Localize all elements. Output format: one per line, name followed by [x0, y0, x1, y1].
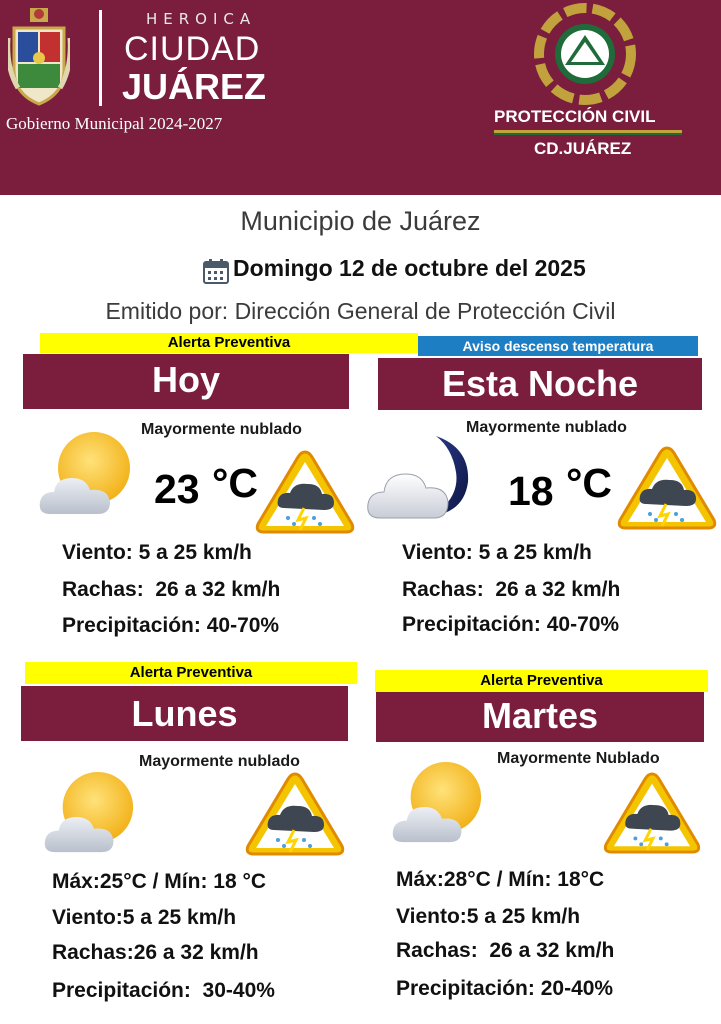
proteccion-civil-subtitle: CD.JUÁREZ	[534, 139, 632, 158]
wind-value: 5 a 25 km/h	[478, 541, 592, 564]
wind-row-martes	[396, 905, 580, 929]
storm-warning-icon	[616, 444, 718, 532]
sky-condition-martes: Mayormente Nublado	[497, 750, 660, 767]
proteccion-civil-logo-icon	[532, 2, 638, 106]
heroica-text: HEROICA	[146, 10, 257, 28]
precip-row-hoy	[62, 614, 279, 638]
gusts-value: 26 a 32 km/h	[155, 578, 281, 601]
partly-cloudy-sun-icon	[40, 770, 144, 860]
ciudad-text: CIUDAD	[124, 30, 261, 68]
precip-label: Precipitación:	[62, 614, 201, 637]
precip-value: 30-40%	[202, 979, 275, 1002]
wind-label: Viento:	[62, 541, 133, 564]
maxmin-row-lunes	[52, 870, 266, 894]
proteccion-civil-title: PROTECCIÓN CIVIL	[494, 107, 656, 126]
gusts-label: Rachas:	[62, 578, 144, 601]
wind-label: Viento:	[396, 905, 467, 928]
precip-value: 40-70%	[546, 613, 620, 636]
gusts-label: Rachas:	[52, 941, 134, 964]
wind-label: Viento:	[402, 541, 473, 564]
wind-value: 5 a 25 km/h	[138, 541, 252, 564]
pc-underline-green	[494, 133, 682, 135]
gobierno-municipal-text: Gobierno Municipal 2024-2027	[6, 114, 223, 133]
calendar-icon	[203, 258, 229, 284]
wind-row-hoy	[62, 541, 252, 565]
gusts-value: 26 a 32 km/h	[133, 941, 259, 964]
temperature-hoy: 23	[154, 466, 200, 512]
storm-warning-icon	[602, 770, 702, 856]
day-header-lunes: Lunes	[21, 686, 348, 741]
partly-cloudy-sun-icon	[36, 430, 140, 522]
gusts-label: Rachas:	[402, 578, 484, 601]
date-text: Domingo 12 de octubre del 2025	[233, 255, 586, 281]
precip-value: 20-40%	[540, 977, 614, 1000]
temperature-unit-hoy: °C	[212, 460, 259, 506]
gusts-row-lunes	[52, 941, 259, 965]
day-header-hoy: Hoy	[23, 354, 349, 409]
precip-row-lunes	[52, 979, 275, 1003]
municipio-title: Municipio de Juárez	[240, 206, 481, 236]
max-label: Máx:	[52, 870, 100, 893]
gusts-row-noche	[402, 578, 620, 602]
alert-badge-hoy: Alerta Preventiva	[40, 333, 418, 353]
max-label: Máx:	[396, 868, 444, 891]
gusts-value: 26 a 32 km/h	[489, 939, 615, 962]
alert-badge-martes: Alerta Preventiva	[375, 670, 708, 692]
precip-value: 40-70%	[206, 614, 280, 637]
alert-badge-lunes: Alerta Preventiva	[25, 662, 357, 684]
temperature-noche: 18	[508, 468, 554, 514]
gusts-row-hoy	[62, 578, 280, 602]
cloudy-moon-icon	[366, 428, 476, 522]
sky-condition-noche: Mayormente nublado	[466, 419, 627, 436]
maxmin-value: 25°C / Mín: 18 °C	[99, 870, 267, 893]
juarez-text: JUÁREZ	[122, 66, 267, 107]
coat-of-arms-icon	[8, 8, 70, 112]
maxmin-row-martes	[396, 868, 604, 892]
precip-row-noche	[402, 613, 619, 637]
maxmin-value: 28°C / Mín: 18°C	[443, 868, 605, 891]
precip-label: Precipitación:	[396, 977, 535, 1000]
sky-condition-lunes: Mayormente nublado	[139, 753, 300, 770]
storm-warning-icon	[254, 448, 356, 536]
storm-warning-icon	[244, 770, 346, 858]
issued-by-text: Emitido por: Dirección General de Protección Civil	[105, 298, 616, 324]
wind-value: 5 a 25 km/h	[466, 905, 581, 928]
day-header-noche: Esta Noche	[378, 358, 702, 410]
wind-label: Viento:	[52, 906, 123, 929]
gusts-value: 26 a 32 km/h	[495, 578, 621, 601]
aviso-badge-noche: Aviso descenso temperatura	[418, 336, 698, 356]
partly-cloudy-sun-icon	[388, 760, 492, 850]
wind-row-lunes	[52, 906, 236, 930]
gusts-row-martes	[396, 939, 614, 963]
day-header-martes: Martes	[376, 692, 704, 742]
wind-value: 5 a 25 km/h	[122, 906, 237, 929]
sky-condition-hoy: Mayormente nublado	[141, 421, 302, 438]
gusts-label: Rachas:	[396, 939, 478, 962]
precip-label: Precipitación:	[52, 979, 191, 1002]
precip-label: Precipitación:	[402, 613, 541, 636]
header-divider	[99, 10, 102, 106]
temperature-unit-noche: °C	[566, 460, 613, 506]
wind-row-noche	[402, 541, 592, 565]
precip-row-martes	[396, 977, 613, 1001]
